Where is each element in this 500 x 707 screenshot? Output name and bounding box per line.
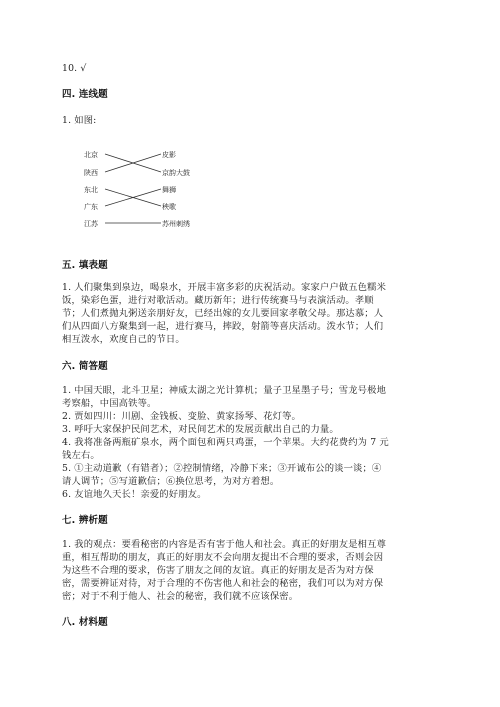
matching-diagram <box>62 145 282 235</box>
answer-10: 10. √ <box>62 63 87 74</box>
section-6-line: 1. 中国天眼，北斗卫星；神威太湖之光计算机；量子卫星墨子号；雪龙号极地 <box>62 385 387 396</box>
section-6-line: 4. 我将准备两瓶矿泉水，两个面包和两只鸡蛋，一个苹果。大约花费约为 7 元 <box>62 437 389 448</box>
right-item-4: 秧歌 <box>162 203 176 211</box>
section-8-heading: 八. 材料题 <box>62 617 108 628</box>
left-item-1: 北京 <box>84 151 98 159</box>
section-6-heading: 六. 简答题 <box>62 361 108 372</box>
left-item-2: 陕西 <box>84 169 98 177</box>
section-6-line: 钱左右。 <box>62 450 100 461</box>
section-4-heading: 四. 连线题 <box>62 89 108 100</box>
section-7-line: 密，需要辨证对待，对于合理的不伤害他人和社会的秘密，我们可以为对方保 <box>62 578 384 589</box>
section-7-line: 为这些不合理的要求，伤害了朋友之间的友谊。真正的好朋友是否为对方保 <box>62 565 374 576</box>
left-item-4: 广东 <box>84 203 98 211</box>
section-7-line: 密；对于不利于他人、社会的秘密，我们就不应该保密。 <box>62 591 299 602</box>
section-5-heading: 五. 填表题 <box>62 260 108 271</box>
left-item-5: 江苏 <box>84 220 98 228</box>
section-6-line: 3. 呼吁大家保护民间艺术，对民间艺术的发展贡献出自己的力量。 <box>62 424 339 435</box>
section-5-line: 饭，染彩色蛋，进行对歌活动。藏历新年；进行传统赛马与表演活动。孝顺 <box>62 295 374 306</box>
section-6-line: 考察船，中国高铁等。 <box>62 398 157 409</box>
section-7-line: 1. 我的观点：要看秘密的内容是否有害于他人和社会。真正的好朋友是相互尊 <box>62 539 387 550</box>
left-item-3: 东北 <box>84 186 98 194</box>
section-5-line: 们从四面八方聚集到一起，进行赛马，摔跤，射箭等喜庆活动。泼水节；人们 <box>62 321 384 332</box>
section-6-line: 5. ①主动道歉（有错者）；②控制情绪，冷静下来；③开诚布公的谈一谈；④ <box>62 463 382 474</box>
right-item-3: 舞狮 <box>162 186 176 194</box>
right-item-1: 皮影 <box>162 151 176 159</box>
section-6-line: 请人调节；⑤写道歉信；⑥换位思考，为对方着想。 <box>62 476 280 487</box>
section-4-question-1: 1. 如图: <box>62 115 97 126</box>
section-6-line: 2. 贾如四川：川剧、金钱板、变脸、黄家扬琴、花灯等。 <box>62 411 302 422</box>
right-item-5: 苏州刺绣 <box>162 220 190 228</box>
right-item-2: 京韵大鼓 <box>162 169 190 177</box>
section-5-line: 1. 人们聚集到泉边，喝泉水，开展丰富多彩的庆祝活动。家家户户做五色糯米 <box>62 282 387 293</box>
section-6-line: 6. 友谊地久天长！亲爱的好朋友。 <box>62 489 207 500</box>
section-7-line: 重，相互帮助的朋友，真正的好朋友不会向朋友提出不合理的要求，否则会因 <box>62 552 384 563</box>
section-5-line: 相互泼水，欢度自己的节日。 <box>62 334 185 345</box>
section-7-heading: 七. 辨析题 <box>62 515 108 526</box>
section-5-line: 节；人们煮抛丸粥送亲朋好友，已经出嫁的女儿要回家孝敬父母。那达慕；人 <box>62 308 384 319</box>
